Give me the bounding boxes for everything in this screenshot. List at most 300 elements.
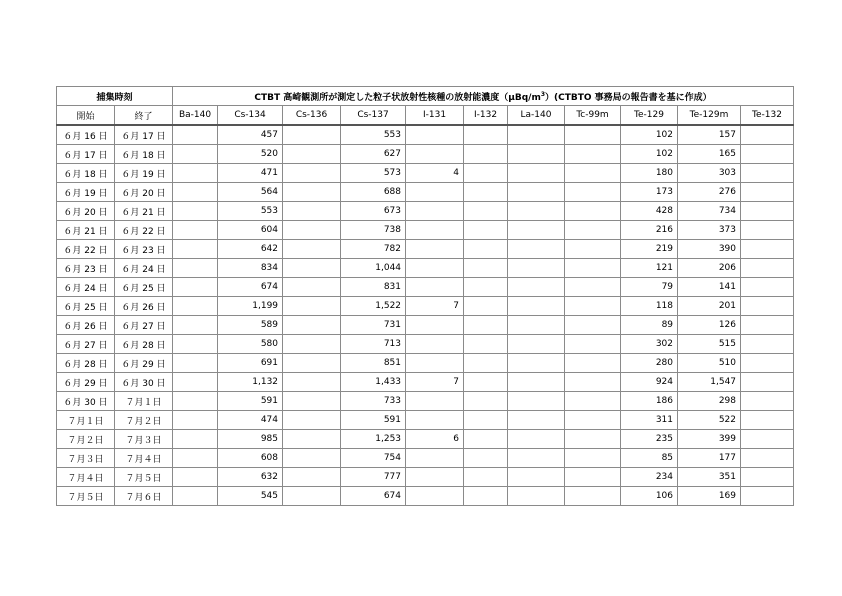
value-cell-te-132 xyxy=(741,183,794,202)
value-cell-ba-140 xyxy=(173,202,218,221)
value-cell-te-129m: 206 xyxy=(678,259,741,278)
value-cell-ba-140 xyxy=(173,468,218,487)
value-cell-tc-99m xyxy=(565,316,621,335)
value-cell-tc-99m xyxy=(565,297,621,316)
value-cell-cs-137: 1,433 xyxy=(341,373,406,392)
nuclide-header-tc-99m: Tc-99m xyxy=(565,106,621,126)
value-cell-te-129m: 522 xyxy=(678,411,741,430)
value-cell-cs-137: 573 xyxy=(341,164,406,183)
end-date-cell: ６月 28 日 xyxy=(115,335,173,354)
value-cell-cs-137: 591 xyxy=(341,411,406,430)
end-date-cell: ６月 18 日 xyxy=(115,145,173,164)
value-cell-cs-134: 834 xyxy=(218,259,283,278)
end-date-cell: ６月 29 日 xyxy=(115,354,173,373)
table-row xyxy=(57,487,794,506)
start-date-cell: ６月 23 日 xyxy=(57,259,115,278)
value-cell-te-132 xyxy=(741,278,794,297)
value-cell-i-132 xyxy=(464,164,508,183)
start-date-cell: ６月 16 日 xyxy=(57,125,115,145)
start-date-cell: ６月 17 日 xyxy=(57,145,115,164)
nuclide-header-te-132: Te-132 xyxy=(741,106,794,126)
end-date-cell: ７月６日 xyxy=(115,487,173,506)
value-cell-i-131 xyxy=(406,221,464,240)
value-cell-tc-99m xyxy=(565,487,621,506)
value-cell-i-132 xyxy=(464,259,508,278)
title-prefix: CTBT 高崎観測所が測定した粒子状放射性核種の放射能濃度（μBq/m xyxy=(254,92,541,103)
value-cell-cs-134: 985 xyxy=(218,430,283,449)
table-row xyxy=(57,221,794,240)
table-row xyxy=(57,125,794,145)
value-cell-te-132 xyxy=(741,221,794,240)
value-cell-cs-136 xyxy=(283,468,341,487)
table-row xyxy=(57,316,794,335)
value-cell-cs-134: 545 xyxy=(218,487,283,506)
value-cell-te-129: 280 xyxy=(621,354,678,373)
value-cell-te-129: 106 xyxy=(621,487,678,506)
value-cell-cs-137: 738 xyxy=(341,221,406,240)
start-date-cell: ７月３日 xyxy=(57,449,115,468)
value-cell-i-131 xyxy=(406,468,464,487)
value-cell-i-131 xyxy=(406,487,464,506)
value-cell-te-129: 180 xyxy=(621,164,678,183)
value-cell-te-129: 234 xyxy=(621,468,678,487)
end-date-cell: ７月３日 xyxy=(115,430,173,449)
value-cell-la-140 xyxy=(508,297,565,316)
start-date-cell: ６月 28 日 xyxy=(57,354,115,373)
value-cell-te-129m: 126 xyxy=(678,316,741,335)
value-cell-ba-140 xyxy=(173,487,218,506)
value-cell-i-132 xyxy=(464,125,508,145)
value-cell-te-129: 302 xyxy=(621,335,678,354)
table-row xyxy=(57,202,794,221)
start-date-cell: ７月４日 xyxy=(57,468,115,487)
value-cell-tc-99m xyxy=(565,392,621,411)
value-cell-cs-136 xyxy=(283,297,341,316)
value-cell-te-132 xyxy=(741,411,794,430)
value-cell-cs-136 xyxy=(283,316,341,335)
start-date-cell: ７月５日 xyxy=(57,487,115,506)
value-cell-te-129: 102 xyxy=(621,145,678,164)
value-cell-te-129m: 390 xyxy=(678,240,741,259)
end-header: 終了 xyxy=(115,106,173,126)
table-row xyxy=(57,278,794,297)
value-cell-i-132 xyxy=(464,411,508,430)
value-cell-i-131 xyxy=(406,354,464,373)
table-row xyxy=(57,259,794,278)
value-cell-te-129m: 201 xyxy=(678,297,741,316)
value-cell-te-132 xyxy=(741,202,794,221)
value-cell-i-131 xyxy=(406,411,464,430)
value-cell-la-140 xyxy=(508,468,565,487)
value-cell-te-132 xyxy=(741,392,794,411)
nuclide-header-i-132: I-132 xyxy=(464,106,508,126)
value-cell-i-131 xyxy=(406,202,464,221)
value-cell-i-131 xyxy=(406,278,464,297)
value-cell-cs-134: 564 xyxy=(218,183,283,202)
end-date-cell: ６月 30 日 xyxy=(115,373,173,392)
value-cell-ba-140 xyxy=(173,430,218,449)
nuclide-header-cs-137: Cs-137 xyxy=(341,106,406,126)
value-cell-la-140 xyxy=(508,125,565,145)
value-cell-la-140 xyxy=(508,316,565,335)
value-cell-te-132 xyxy=(741,240,794,259)
value-cell-i-132 xyxy=(464,221,508,240)
nuclide-header-te-129m: Te-129m xyxy=(678,106,741,126)
value-cell-te-132 xyxy=(741,430,794,449)
value-cell-cs-136 xyxy=(283,125,341,145)
value-cell-te-132 xyxy=(741,259,794,278)
start-date-cell: ６月 25 日 xyxy=(57,297,115,316)
end-date-cell: ６月 25 日 xyxy=(115,278,173,297)
value-cell-la-140 xyxy=(508,335,565,354)
value-cell-i-131: 7 xyxy=(406,373,464,392)
value-cell-cs-136 xyxy=(283,411,341,430)
title-superscript: 3 xyxy=(540,90,546,98)
value-cell-la-140 xyxy=(508,278,565,297)
end-date-cell: ６月 20 日 xyxy=(115,183,173,202)
period-header: 捕集時刻 xyxy=(57,87,173,106)
value-cell-cs-134: 604 xyxy=(218,221,283,240)
value-cell-te-129: 121 xyxy=(621,259,678,278)
value-cell-i-132 xyxy=(464,487,508,506)
value-cell-i-132 xyxy=(464,145,508,164)
table-row xyxy=(57,297,794,316)
table-row xyxy=(57,449,794,468)
value-cell-i-131: 6 xyxy=(406,430,464,449)
title-suffix: ）(CTBTO 事務局の報告書を基に作成） xyxy=(545,92,712,103)
value-cell-cs-134: 608 xyxy=(218,449,283,468)
value-cell-tc-99m xyxy=(565,411,621,430)
value-cell-te-132 xyxy=(741,487,794,506)
start-header: 開始 xyxy=(57,106,115,126)
value-cell-i-132 xyxy=(464,278,508,297)
value-cell-te-129: 102 xyxy=(621,125,678,145)
end-date-cell: ６月 17 日 xyxy=(115,125,173,145)
value-cell-i-131 xyxy=(406,449,464,468)
value-cell-tc-99m xyxy=(565,335,621,354)
table-title xyxy=(173,87,794,106)
nuclide-header-cs-136: Cs-136 xyxy=(283,106,341,126)
value-cell-te-132 xyxy=(741,164,794,183)
value-cell-te-129m: 351 xyxy=(678,468,741,487)
value-cell-i-131 xyxy=(406,240,464,259)
value-cell-ba-140 xyxy=(173,259,218,278)
value-cell-cs-137: 733 xyxy=(341,392,406,411)
value-cell-te-129m: 276 xyxy=(678,183,741,202)
value-cell-tc-99m xyxy=(565,125,621,145)
value-cell-i-132 xyxy=(464,335,508,354)
value-cell-cs-137: 1,253 xyxy=(341,430,406,449)
value-cell-la-140 xyxy=(508,354,565,373)
value-cell-te-129: 79 xyxy=(621,278,678,297)
value-cell-te-129: 186 xyxy=(621,392,678,411)
value-cell-cs-137: 782 xyxy=(341,240,406,259)
value-cell-cs-134: 632 xyxy=(218,468,283,487)
value-cell-i-132 xyxy=(464,449,508,468)
value-cell-i-132 xyxy=(464,183,508,202)
value-cell-cs-136 xyxy=(283,259,341,278)
start-date-cell: ６月 19 日 xyxy=(57,183,115,202)
value-cell-cs-136 xyxy=(283,449,341,468)
value-cell-ba-140 xyxy=(173,278,218,297)
end-date-cell: ６月 26 日 xyxy=(115,297,173,316)
end-date-cell: ６月 21 日 xyxy=(115,202,173,221)
value-cell-te-132 xyxy=(741,335,794,354)
value-cell-i-131 xyxy=(406,183,464,202)
start-date-cell: ６月 26 日 xyxy=(57,316,115,335)
value-cell-cs-136 xyxy=(283,183,341,202)
value-cell-te-129m: 734 xyxy=(678,202,741,221)
value-cell-cs-137: 553 xyxy=(341,125,406,145)
value-cell-tc-99m xyxy=(565,468,621,487)
end-date-cell: ６月 23 日 xyxy=(115,240,173,259)
value-cell-la-140 xyxy=(508,487,565,506)
value-cell-ba-140 xyxy=(173,240,218,259)
value-cell-cs-134: 553 xyxy=(218,202,283,221)
value-cell-ba-140 xyxy=(173,145,218,164)
value-cell-cs-134: 1,199 xyxy=(218,297,283,316)
value-cell-ba-140 xyxy=(173,449,218,468)
value-cell-ba-140 xyxy=(173,221,218,240)
value-cell-i-131 xyxy=(406,316,464,335)
value-cell-te-129m: 303 xyxy=(678,164,741,183)
table-row xyxy=(57,354,794,373)
end-date-cell: ６月 19 日 xyxy=(115,164,173,183)
value-cell-i-131: 7 xyxy=(406,297,464,316)
value-cell-i-132 xyxy=(464,430,508,449)
value-cell-i-132 xyxy=(464,297,508,316)
value-cell-cs-136 xyxy=(283,392,341,411)
table-row xyxy=(57,373,794,392)
value-cell-cs-134: 674 xyxy=(218,278,283,297)
value-cell-te-132 xyxy=(741,125,794,145)
value-cell-la-140 xyxy=(508,430,565,449)
value-cell-la-140 xyxy=(508,449,565,468)
value-cell-la-140 xyxy=(508,202,565,221)
nuclide-header-cs-134: Cs-134 xyxy=(218,106,283,126)
value-cell-te-129: 219 xyxy=(621,240,678,259)
value-cell-i-132 xyxy=(464,202,508,221)
value-cell-cs-134: 642 xyxy=(218,240,283,259)
value-cell-i-132 xyxy=(464,354,508,373)
value-cell-te-132 xyxy=(741,449,794,468)
value-cell-cs-134: 520 xyxy=(218,145,283,164)
value-cell-te-129m: 373 xyxy=(678,221,741,240)
table-row xyxy=(57,240,794,259)
value-cell-cs-137: 688 xyxy=(341,183,406,202)
value-cell-te-129: 311 xyxy=(621,411,678,430)
value-cell-te-129: 118 xyxy=(621,297,678,316)
value-cell-tc-99m xyxy=(565,183,621,202)
value-cell-ba-140 xyxy=(173,354,218,373)
value-cell-cs-134: 471 xyxy=(218,164,283,183)
value-cell-te-129: 235 xyxy=(621,430,678,449)
value-cell-i-131 xyxy=(406,145,464,164)
value-cell-cs-137: 754 xyxy=(341,449,406,468)
end-date-cell: ７月２日 xyxy=(115,411,173,430)
value-cell-te-129m: 510 xyxy=(678,354,741,373)
value-cell-la-140 xyxy=(508,164,565,183)
value-cell-cs-136 xyxy=(283,164,341,183)
nuclide-header-te-129: Te-129 xyxy=(621,106,678,126)
value-cell-te-129m: 399 xyxy=(678,430,741,449)
start-date-cell: ７月２日 xyxy=(57,430,115,449)
table-row xyxy=(57,145,794,164)
value-cell-tc-99m xyxy=(565,145,621,164)
value-cell-cs-134: 591 xyxy=(218,392,283,411)
value-cell-te-132 xyxy=(741,297,794,316)
value-cell-tc-99m xyxy=(565,449,621,468)
value-cell-cs-136 xyxy=(283,335,341,354)
value-cell-cs-136 xyxy=(283,373,341,392)
value-cell-la-140 xyxy=(508,221,565,240)
value-cell-cs-137: 1,044 xyxy=(341,259,406,278)
value-cell-i-131 xyxy=(406,125,464,145)
value-cell-i-132 xyxy=(464,240,508,259)
value-cell-la-140 xyxy=(508,392,565,411)
nuclide-header-ba-140: Ba-140 xyxy=(173,106,218,126)
start-date-cell: ６月 21 日 xyxy=(57,221,115,240)
end-date-cell: ６月 22 日 xyxy=(115,221,173,240)
value-cell-i-132 xyxy=(464,316,508,335)
value-cell-tc-99m xyxy=(565,202,621,221)
value-cell-la-140 xyxy=(508,373,565,392)
value-cell-cs-137: 674 xyxy=(341,487,406,506)
value-cell-te-132 xyxy=(741,316,794,335)
table-row xyxy=(57,468,794,487)
table-row xyxy=(57,430,794,449)
value-cell-te-129: 85 xyxy=(621,449,678,468)
value-cell-tc-99m xyxy=(565,221,621,240)
value-cell-te-129: 216 xyxy=(621,221,678,240)
table-row xyxy=(57,183,794,202)
start-date-cell: ６月 18 日 xyxy=(57,164,115,183)
value-cell-cs-136 xyxy=(283,145,341,164)
value-cell-ba-140 xyxy=(173,392,218,411)
value-cell-tc-99m xyxy=(565,278,621,297)
value-cell-te-129m: 169 xyxy=(678,487,741,506)
value-cell-i-131 xyxy=(406,335,464,354)
value-cell-cs-136 xyxy=(283,354,341,373)
value-cell-tc-99m xyxy=(565,354,621,373)
value-cell-cs-134: 580 xyxy=(218,335,283,354)
end-date-cell: ７月１日 xyxy=(115,392,173,411)
value-cell-tc-99m xyxy=(565,430,621,449)
value-cell-ba-140 xyxy=(173,164,218,183)
value-cell-la-140 xyxy=(508,240,565,259)
table-row xyxy=(57,164,794,183)
value-cell-te-132 xyxy=(741,468,794,487)
value-cell-cs-134: 589 xyxy=(218,316,283,335)
value-cell-te-132 xyxy=(741,354,794,373)
header-row-2 xyxy=(57,106,794,126)
value-cell-cs-136 xyxy=(283,487,341,506)
value-cell-cs-137: 731 xyxy=(341,316,406,335)
start-date-cell: ６月 30 日 xyxy=(57,392,115,411)
nuclide-header-i-131: I-131 xyxy=(406,106,464,126)
value-cell-ba-140 xyxy=(173,411,218,430)
value-cell-la-140 xyxy=(508,183,565,202)
value-cell-i-131 xyxy=(406,259,464,278)
value-cell-cs-137: 1,522 xyxy=(341,297,406,316)
value-cell-i-131 xyxy=(406,392,464,411)
start-date-cell: ６月 27 日 xyxy=(57,335,115,354)
radioactivity-table xyxy=(56,86,794,506)
end-date-cell: ７月４日 xyxy=(115,449,173,468)
value-cell-cs-136 xyxy=(283,202,341,221)
end-date-cell: ６月 24 日 xyxy=(115,259,173,278)
value-cell-te-129m: 177 xyxy=(678,449,741,468)
value-cell-te-129m: 165 xyxy=(678,145,741,164)
value-cell-cs-136 xyxy=(283,240,341,259)
start-date-cell: ６月 22 日 xyxy=(57,240,115,259)
value-cell-cs-134: 474 xyxy=(218,411,283,430)
value-cell-ba-140 xyxy=(173,183,218,202)
value-cell-tc-99m xyxy=(565,240,621,259)
value-cell-te-129m: 157 xyxy=(678,125,741,145)
header-row-1 xyxy=(57,87,794,106)
value-cell-tc-99m xyxy=(565,373,621,392)
value-cell-te-129m: 298 xyxy=(678,392,741,411)
value-cell-te-129: 924 xyxy=(621,373,678,392)
table-body xyxy=(57,125,794,506)
start-date-cell: ６月 29 日 xyxy=(57,373,115,392)
value-cell-ba-140 xyxy=(173,297,218,316)
value-cell-cs-137: 673 xyxy=(341,202,406,221)
nuclide-header-la-140: La-140 xyxy=(508,106,565,126)
value-cell-te-129m: 515 xyxy=(678,335,741,354)
end-date-cell: ６月 27 日 xyxy=(115,316,173,335)
value-cell-cs-134: 457 xyxy=(218,125,283,145)
start-date-cell: ７月１日 xyxy=(57,411,115,430)
value-cell-cs-136 xyxy=(283,221,341,240)
value-cell-ba-140 xyxy=(173,335,218,354)
value-cell-cs-137: 713 xyxy=(341,335,406,354)
value-cell-ba-140 xyxy=(173,125,218,145)
value-cell-la-140 xyxy=(508,259,565,278)
value-cell-cs-136 xyxy=(283,430,341,449)
value-cell-la-140 xyxy=(508,145,565,164)
value-cell-ba-140 xyxy=(173,316,218,335)
value-cell-te-132 xyxy=(741,145,794,164)
value-cell-cs-137: 831 xyxy=(341,278,406,297)
value-cell-te-129: 89 xyxy=(621,316,678,335)
value-cell-cs-136 xyxy=(283,278,341,297)
value-cell-te-129m: 1,547 xyxy=(678,373,741,392)
value-cell-i-132 xyxy=(464,373,508,392)
value-cell-cs-137: 777 xyxy=(341,468,406,487)
value-cell-te-129: 428 xyxy=(621,202,678,221)
value-cell-te-132 xyxy=(741,373,794,392)
value-cell-i-132 xyxy=(464,392,508,411)
value-cell-te-129: 173 xyxy=(621,183,678,202)
value-cell-cs-134: 691 xyxy=(218,354,283,373)
value-cell-i-131: 4 xyxy=(406,164,464,183)
start-date-cell: ６月 20 日 xyxy=(57,202,115,221)
table-row xyxy=(57,411,794,430)
start-date-cell: ６月 24 日 xyxy=(57,278,115,297)
value-cell-cs-134: 1,132 xyxy=(218,373,283,392)
end-date-cell: ７月５日 xyxy=(115,468,173,487)
value-cell-tc-99m xyxy=(565,164,621,183)
value-cell-ba-140 xyxy=(173,373,218,392)
value-cell-tc-99m xyxy=(565,259,621,278)
value-cell-cs-137: 627 xyxy=(341,145,406,164)
value-cell-i-132 xyxy=(464,468,508,487)
value-cell-te-129m: 141 xyxy=(678,278,741,297)
table-row xyxy=(57,392,794,411)
value-cell-cs-137: 851 xyxy=(341,354,406,373)
